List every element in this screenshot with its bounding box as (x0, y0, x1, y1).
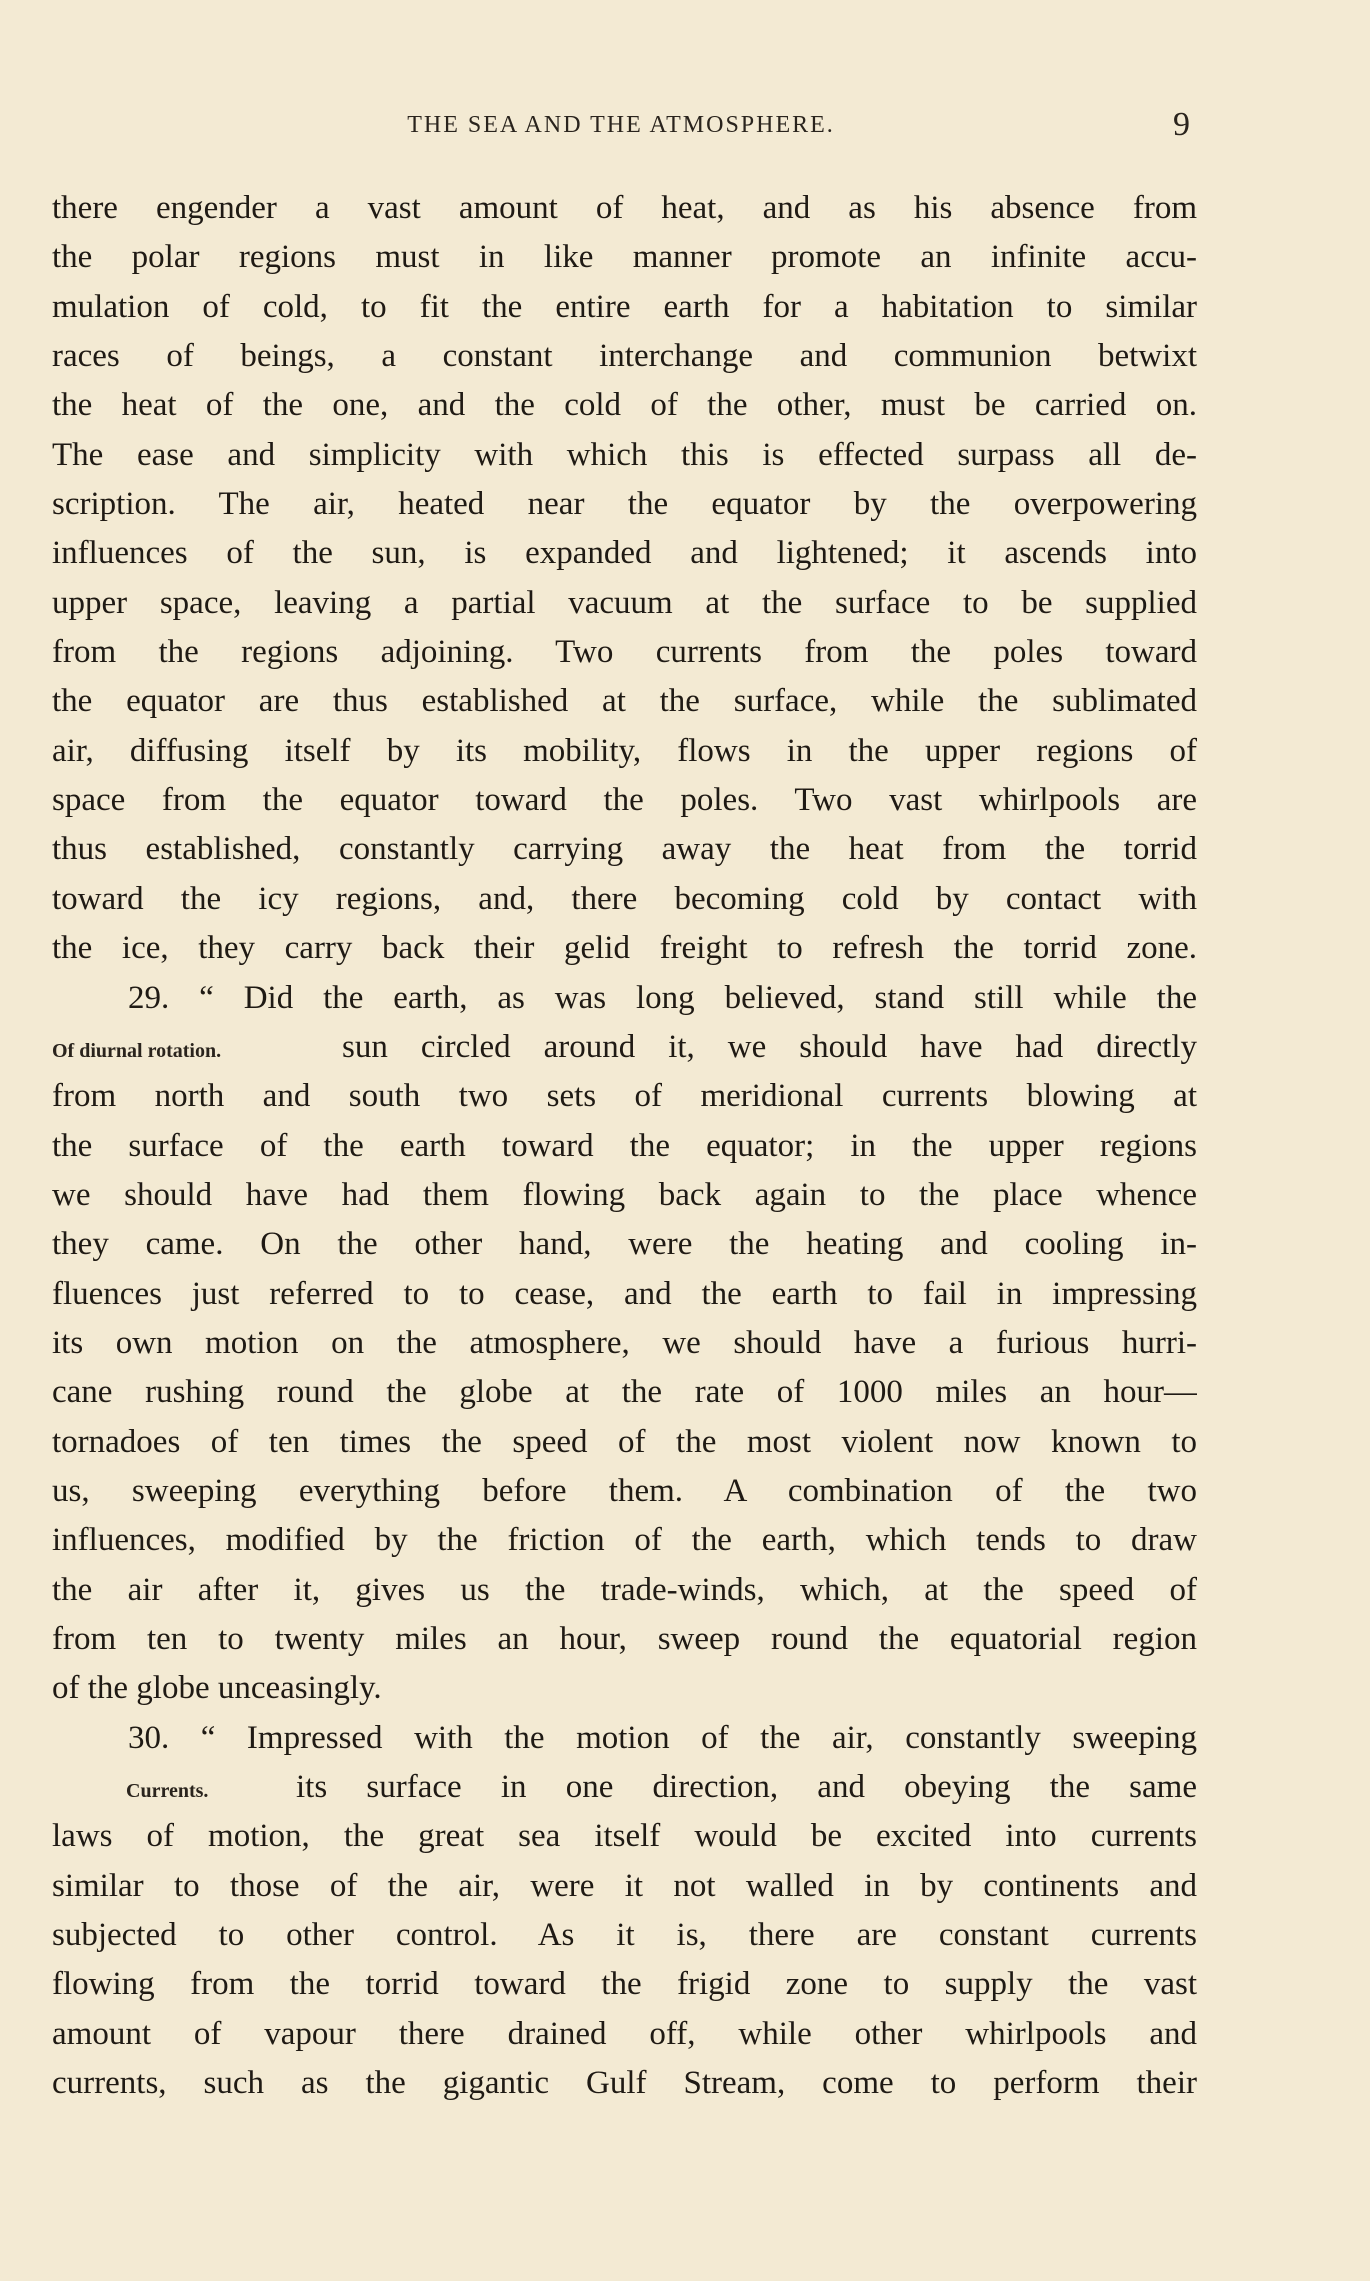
text-line: from the regions adjoining. Two currents from the poles toward (52, 634, 1197, 671)
paragraph-29-start: 29. “ Did the earth, as was long believed, stand still while the (128, 979, 1197, 1016)
text-line: we should have had them flowing back again to the place whence (52, 1176, 1197, 1213)
text-line: the surface of the earth toward the equator; in the upper regions (52, 1127, 1197, 1164)
text-line: air, diffusing itself by its mobility, flows in the upper regions of (52, 732, 1197, 769)
marginal-row-30 (52, 1763, 1197, 1812)
text-line: its own motion on the atmosphere, we should have a furious hurri- (52, 1324, 1197, 1361)
text-line: scription. The air, heated near the equator by the overpowering (52, 486, 1197, 523)
text-line: space from the equator toward the poles. Two vast whirlpools are (52, 782, 1197, 819)
text-line: sun circled around it, we should have had directly (342, 1028, 1197, 1065)
text-line: thus established, constantly carrying away the heat from the torrid (52, 831, 1197, 868)
text-line: influences of the sun, is expanded and lightened; it ascends into (52, 535, 1197, 572)
text-line: the ice, they carry back their gelid freight to refresh the torrid zone. (52, 930, 1197, 967)
running-head: THE SEA AND THE ATMOSPHERE. (407, 111, 835, 138)
text-line: they came. On the other hand, were the heating and cooling in- (52, 1226, 1197, 1263)
text-line: subjected to other control. As it is, there are constant currents (52, 1917, 1197, 1954)
text-line: races of beings, a constant interchange and communion betwixt (52, 338, 1197, 375)
text-line: toward the icy regions, and, there becoming cold by contact with (52, 880, 1197, 917)
text-line: fluences just referred to to cease, and the earth to fail in impressing (52, 1275, 1197, 1312)
text-line: the heat of the one, and the cold of the other, must be carried on. (52, 387, 1197, 424)
page-number: 9 (1173, 106, 1190, 143)
text-line: similar to those of the air, were it not walled in by continents and (52, 1867, 1197, 1904)
text-line: from north and south two sets of meridional currents blowing at (52, 1078, 1197, 1115)
text-line: amount of vapour there drained off, while other whirlpools and (52, 2015, 1197, 2052)
text-line: us, sweeping everything before them. A combination of the two (52, 1472, 1197, 1509)
body-text (52, 184, 1197, 2108)
text-line: there engender a vast amount of heat, and as his absence from (52, 190, 1197, 226)
text-line: from ten to twenty miles an hour, sweep round the equatorial region (52, 1620, 1197, 1657)
text-line: flowing from the torrid toward the frigid zone to supply the vast (52, 1966, 1197, 2003)
text-line: mulation of cold, to fit the entire earth for a habitation to similar (52, 288, 1197, 325)
marginal-note-diurnal-rotation: Of diurnal rotation. (52, 1039, 222, 1062)
marginal-row-29 (52, 1023, 1197, 1072)
text-line: cane rushing round the globe at the rate of 1000 miles an hour— (52, 1374, 1197, 1411)
page-header (52, 105, 1190, 145)
text-line: the polar regions must in like manner promote an infinite accu- (52, 239, 1197, 276)
text-line: the air after it, gives us the trade-winds, which, at the speed of (52, 1571, 1197, 1608)
text-line: upper space, leaving a partial vacuum at the surface to be supplied (52, 584, 1197, 621)
text-line: currents, such as the gigantic Gulf Stream, come to perform their (52, 2065, 1197, 2102)
text-line: The ease and simplicity with which this is effected surpass all de- (52, 436, 1197, 473)
text-line: its surface in one direction, and obeying the same (296, 1769, 1197, 1805)
paragraph-30-start: 30. “ Impressed with the motion of the air, constantly sweeping (128, 1719, 1197, 1756)
marginal-note-currents: Currents. (126, 1780, 209, 1802)
text-line: influences, modified by the friction of the earth, which tends to draw (52, 1522, 1197, 1559)
text-line: laws of motion, the great sea itself would be excited into currents (52, 1818, 1197, 1855)
paragraph-29-end: of the globe unceasingly. (52, 1670, 382, 1707)
text-line: tornadoes of ten times the speed of the most violent now known to (52, 1423, 1197, 1460)
text-line: the equator are thus established at the surface, while the sublimated (52, 683, 1197, 720)
